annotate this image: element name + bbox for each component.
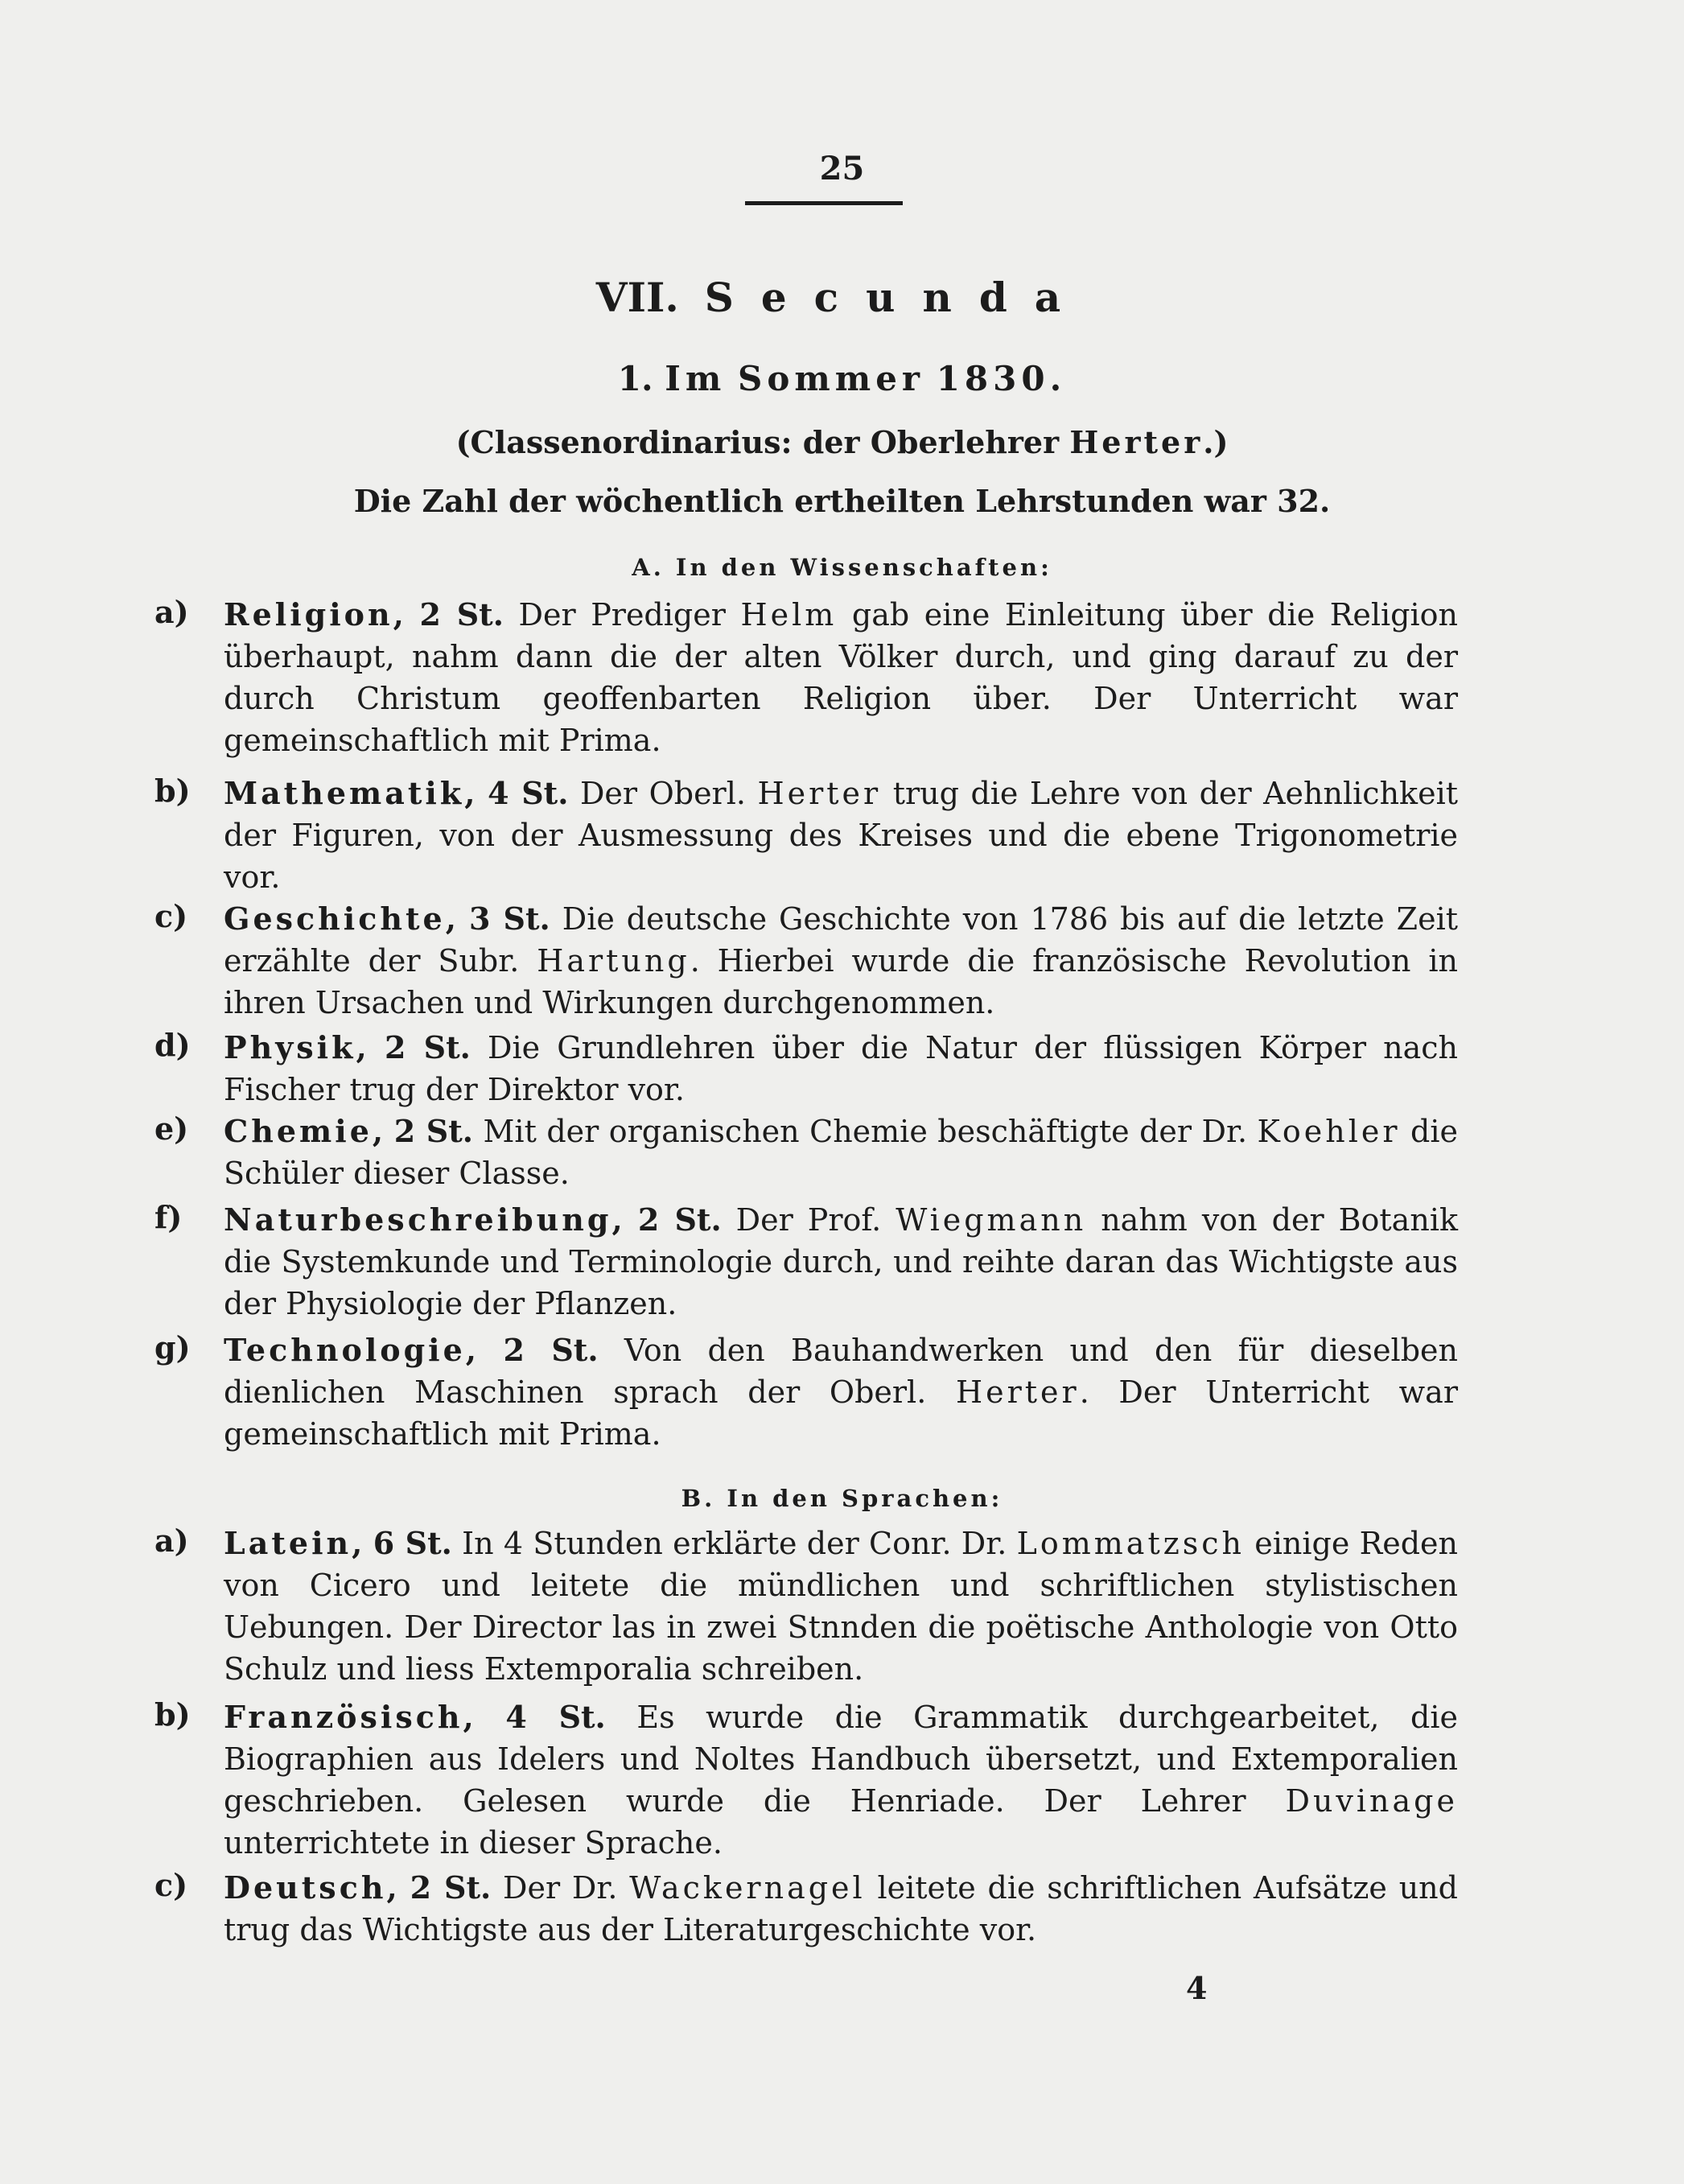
item-label: d)	[154, 1027, 191, 1063]
subject-item	[154, 1329, 1458, 1455]
person-name: Lommatzsch	[1016, 1526, 1245, 1561]
item-text-1: Es wurde die Grammatik durchgearbeitet, die Biographien aus Idelers und Noltes Handbuch übersetzt, und Extemporalien geschrieben. Gelesen wurde die Henriade. Der Lehrer	[224, 1700, 1459, 1819]
subject-hours: , 4 St.	[464, 775, 569, 811]
subject-term: Religion	[224, 596, 393, 633]
item-body	[224, 1867, 1458, 1951]
subject-item	[154, 898, 1458, 1024]
subject-hours: , 2 St.	[611, 1201, 722, 1238]
item-text-2: leitete die schriftlichen Aufsätze und trug das Wichtigste aus der Literaturgeschichte vor.	[224, 1870, 1458, 1947]
subject-term: Mathematik	[224, 775, 465, 811]
item-text-1: Der Prediger	[503, 597, 741, 633]
item-body	[224, 1523, 1458, 1690]
item-body	[224, 1027, 1458, 1111]
item-label: b)	[154, 773, 191, 809]
subject-hours: , 2 St.	[356, 1029, 471, 1065]
item-text-2: einige Reden von Cicero und leitete die mündlichen und schriftlichen stylistischen Uebungen. Der Director las in zwei Stnnden die poëtische Anthologie von Otto Schulz und liess Extemporalia schreiben.	[224, 1526, 1458, 1687]
item-label: c)	[154, 1867, 188, 1903]
item-label: a)	[154, 1523, 189, 1559]
item-text-1: Der Dr.	[491, 1870, 630, 1906]
person-name: Helm	[740, 597, 838, 633]
group-a-heading: A. In den Wissenschaften:	[632, 554, 1052, 581]
subject-item	[154, 1027, 1458, 1111]
subject-term: Geschichte	[224, 900, 446, 937]
item-text-2: nahm von der Botanik die Systemkunde und Terminologie durch, und reihte daran das Wichtigste aus der Physiologie der Pflanzen.	[224, 1202, 1458, 1321]
subject-item	[154, 773, 1458, 898]
item-body	[224, 773, 1458, 898]
section-heading	[0, 274, 1684, 321]
ordinarius-name: Herter	[1069, 424, 1204, 460]
item-text-1: In 4 Stunden erklärte der Conr. Dr.	[451, 1526, 1017, 1561]
item-text-1: Von den Bauhandwerken und den für dieselben dienlichen Maschinen sprach der Oberl.	[224, 1333, 1458, 1410]
item-text-1: Die deutsche Geschichte von 1786 bis auf die letzte Zeit erzählte der Subr.	[224, 901, 1458, 979]
item-text-2: . Der Unterricht war gemeinschaftlich mit Prima.	[224, 1374, 1459, 1452]
person-name: Hartung	[537, 943, 690, 979]
person-name: Herter	[955, 1374, 1080, 1410]
person-name: Duvinage	[1285, 1783, 1458, 1819]
subject-hours: , 2 St.	[393, 596, 504, 633]
subject-term: Naturbeschreibung	[224, 1201, 612, 1238]
page-number: 25	[819, 150, 865, 187]
item-label: b)	[154, 1696, 191, 1733]
item-text-2: trug die Lehre von der Aehnlichkeit der Figuren, von der Ausmessung des Kreises und die ebene Trigonometrie vor.	[224, 776, 1458, 895]
weekly-hours-line: Die Zahl der wöchentlich ertheilten Lehrstunden war 32.	[353, 483, 1331, 519]
subject-hours: , 3 St.	[445, 900, 550, 937]
subject-item	[154, 1867, 1458, 1951]
semester-heading	[0, 359, 1684, 398]
person-name: Wackernagel	[629, 1870, 866, 1906]
subject-item	[154, 1696, 1458, 1864]
item-body	[224, 1111, 1458, 1194]
item-text-2: die Schüler dieser Classe.	[224, 1114, 1459, 1191]
item-text-2: . Hierbei wurde die französische Revolution in ihren Ursachen und Wirkungen durchgenommen.	[224, 943, 1458, 1020]
item-body	[224, 594, 1458, 761]
item-label: a)	[154, 594, 189, 630]
subject-hours: , 6 St.	[352, 1525, 452, 1561]
section-numeral: VII.	[595, 274, 679, 321]
person-name: Koehler	[1257, 1114, 1401, 1149]
ordinarius-suffix: .)	[1203, 424, 1229, 460]
person-name: Wiegmann	[896, 1202, 1087, 1238]
item-label: g)	[154, 1329, 191, 1366]
item-text-1: Der Prof.	[721, 1202, 896, 1238]
subject-term: Deutsch	[224, 1869, 387, 1906]
subject-term: Französisch	[224, 1699, 463, 1735]
group-b-heading: B. In den Sprachen:	[681, 1485, 1003, 1512]
section-name: Secunda	[704, 274, 1089, 321]
subject-hours: , 2 St.	[372, 1113, 474, 1149]
item-body	[224, 1329, 1458, 1455]
subject-hours: , 2 St.	[465, 1332, 599, 1368]
semester-im: Im	[665, 359, 727, 398]
subject-hours: , 4 St.	[463, 1699, 606, 1735]
item-text-2: gab eine Einleitung über die Religion überhaupt, nahm dann die der alten Völker durch, und ging darauf zu der durch Christum geoffenbarten Religion über. Der Unterricht war gemeinschaftlich mit Prima.	[224, 597, 1458, 758]
item-label: e)	[154, 1111, 189, 1147]
item-text-1: Der Oberl.	[568, 776, 758, 811]
signature-mark: 4	[1186, 1970, 1208, 2006]
subject-item	[154, 1523, 1458, 1690]
subject-term: Chemie	[224, 1113, 373, 1149]
subject-item	[154, 1199, 1458, 1325]
item-body	[224, 1696, 1458, 1864]
item-body	[224, 898, 1458, 1024]
item-text-2: unterrichtete in dieser Sprache.	[224, 1825, 723, 1861]
person-name: Herter	[757, 776, 882, 811]
item-label: c)	[154, 898, 188, 934]
item-label: f)	[154, 1199, 183, 1235]
subject-term: Technologie	[224, 1332, 466, 1368]
item-body	[224, 1199, 1458, 1325]
item-text-1: Die Grundlehren über die Natur der flüssigen Körper nach Fischer trug der Direktor vor.	[224, 1030, 1458, 1107]
subject-item	[154, 594, 1458, 761]
ordinarius-prefix: (Classenordinarius: der Oberlehrer	[455, 424, 1070, 460]
subject-term: Latein	[224, 1525, 352, 1561]
semester-number: 1.	[617, 359, 653, 398]
semester-season: Sommer	[737, 359, 925, 398]
subject-term: Physik	[224, 1029, 356, 1065]
page-number-rule	[745, 201, 903, 205]
item-text-1: Mit der organischen Chemie beschäftigte der Dr.	[473, 1114, 1258, 1149]
subject-item	[154, 1111, 1458, 1194]
subject-hours: , 2 St.	[386, 1869, 492, 1906]
class-ordinarius-line	[0, 424, 1684, 460]
semester-year: 1830.	[936, 359, 1067, 398]
